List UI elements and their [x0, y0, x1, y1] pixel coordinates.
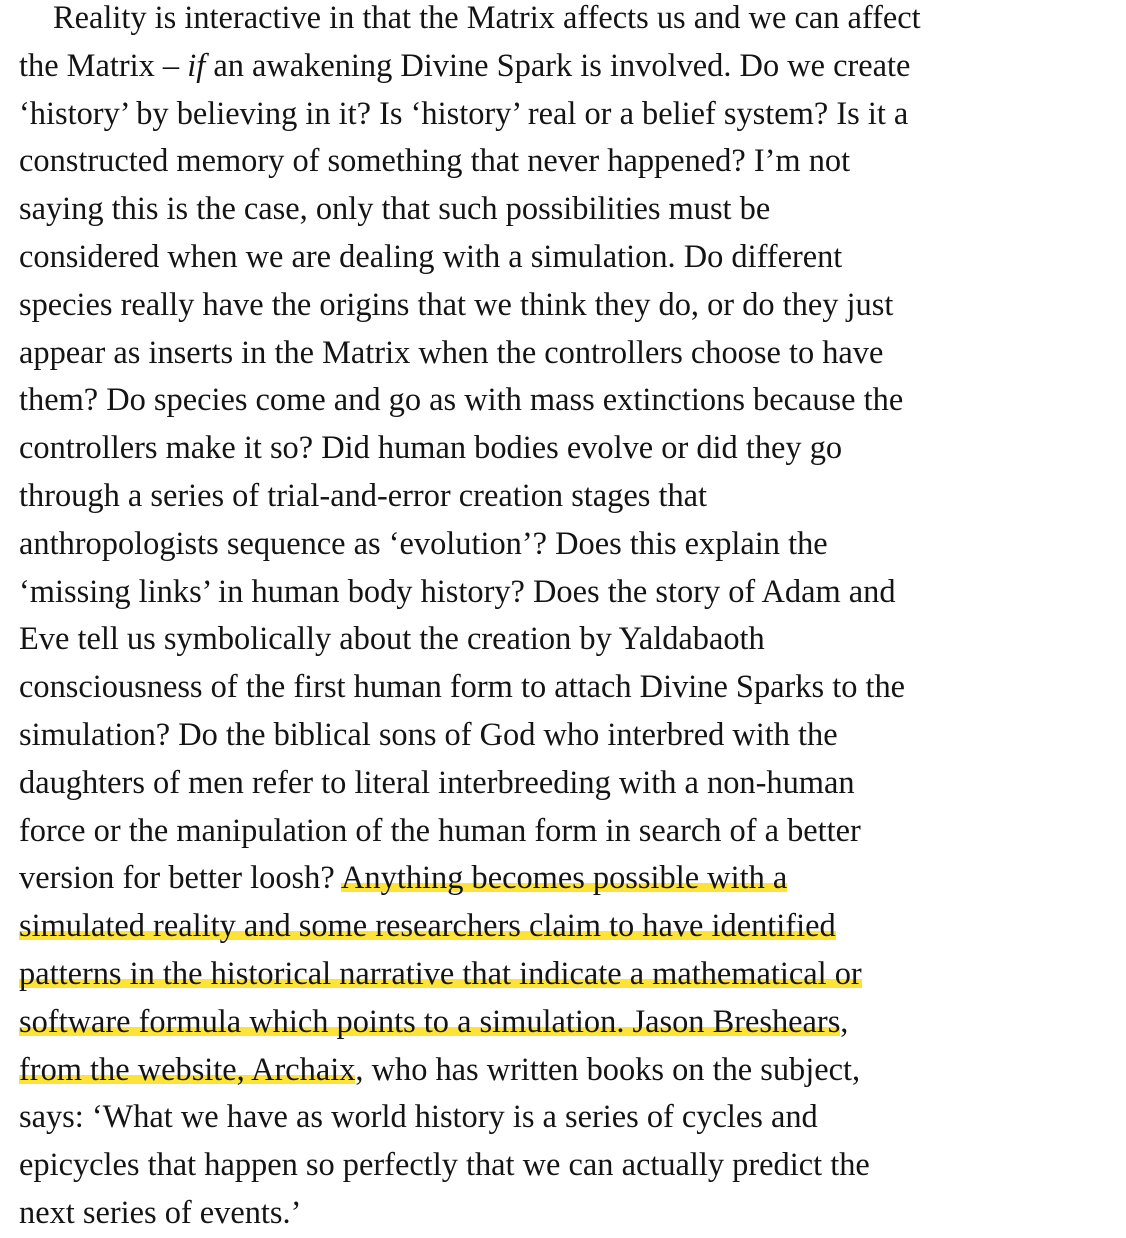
text-segment: , — [840, 1003, 849, 1040]
text-segment: appear as inserts in the Matrix when the controllers choose to have — [19, 334, 884, 371]
text-segment: next series of events.’ — [19, 1195, 302, 1231]
text-segment: version for better loosh? — [19, 860, 342, 897]
text-segment: constructed memory of something that never happened? I’m not — [19, 143, 851, 180]
text-line — [19, 854, 787, 902]
text-line — [19, 233, 842, 281]
text-segment: says: ‘What we have as world history is a series of cycles and — [19, 1099, 818, 1136]
text-segment: an awakening Divine Spark is involved. Do we create — [205, 47, 911, 84]
text-segment: , who has written books on the subject, — [355, 1051, 861, 1088]
text-line — [19, 137, 850, 185]
highlighted-text: software formula which points to a simulation. Jason Breshears — [19, 1003, 841, 1040]
text-segment: them? Do species come and go as with mass extinctions because the — [19, 382, 904, 419]
text-segment: ‘history’ by believing in it? Is ‘history’ real or a belief system? Is it a — [19, 95, 909, 132]
text-line — [19, 950, 862, 998]
text-line — [19, 998, 848, 1046]
text-line — [19, 281, 893, 329]
text-line — [53, 0, 921, 42]
text-line — [19, 568, 896, 616]
text-segment: Eve tell us symbolically about the creation by Yaldabaoth — [19, 621, 765, 658]
text-line — [19, 520, 828, 568]
text-segment: the Matrix – — [19, 47, 188, 84]
highlighted-text: simulated reality and some researchers claim to have identified — [19, 908, 836, 945]
text-segment: force or the manipulation of the human form in search of a better — [19, 812, 861, 849]
text-line — [19, 1093, 818, 1141]
text-line — [19, 329, 883, 377]
text-line — [19, 1141, 870, 1189]
text-line — [19, 424, 842, 472]
text-line — [19, 759, 855, 807]
highlighted-text: Anything becomes possible with a — [341, 860, 788, 897]
text-segment: consciousness of the first human form to attach Divine Sparks to the — [19, 669, 906, 706]
text-line — [19, 472, 707, 520]
highlighted-text: patterns in the historical narrative that indicate a mathematical or — [19, 956, 862, 992]
text-line — [19, 663, 905, 711]
text-segment: considered when we are dealing with a simulation. Do different — [19, 239, 843, 275]
text-segment: through a series of trial-and-error creation stages that — [19, 478, 708, 514]
text-line — [19, 1189, 301, 1237]
text-segment: Reality is interactive in that the Matrix affects us and we can affect — [53, 0, 921, 36]
text-line — [19, 902, 836, 950]
text-segment: controllers make it so? Did human bodies evolve or did they go — [19, 430, 843, 467]
text-line — [19, 185, 770, 233]
text-line — [19, 1046, 860, 1094]
text-line — [19, 807, 861, 855]
text-line — [19, 376, 903, 424]
text-segment: anthropologists sequence as ‘evolution’? Does this explain the — [19, 525, 828, 562]
text-segment: species really have the origins that we think they do, or do they just — [19, 286, 894, 323]
text-segment: ‘missing links’ in human body history? Does the story of Adam and — [19, 573, 896, 610]
text-segment: daughters of men refer to literal interbreeding with a non-human — [19, 764, 855, 801]
text-segment: simulation? Do the biblical sons of God who interbred with the — [19, 717, 838, 753]
text-line — [19, 42, 910, 90]
italic-text: if — [187, 47, 206, 84]
text-line — [19, 711, 838, 759]
highlighted-text: from the website, Archaix — [19, 1051, 356, 1088]
text-line — [19, 615, 765, 663]
text-segment: epicycles that happen so perfectly that we can actually predict the — [19, 1147, 870, 1184]
book-page — [19, 0, 1119, 1238]
text-segment: saying this is the case, only that such possibilities must be — [19, 191, 771, 228]
text-line — [19, 90, 908, 138]
